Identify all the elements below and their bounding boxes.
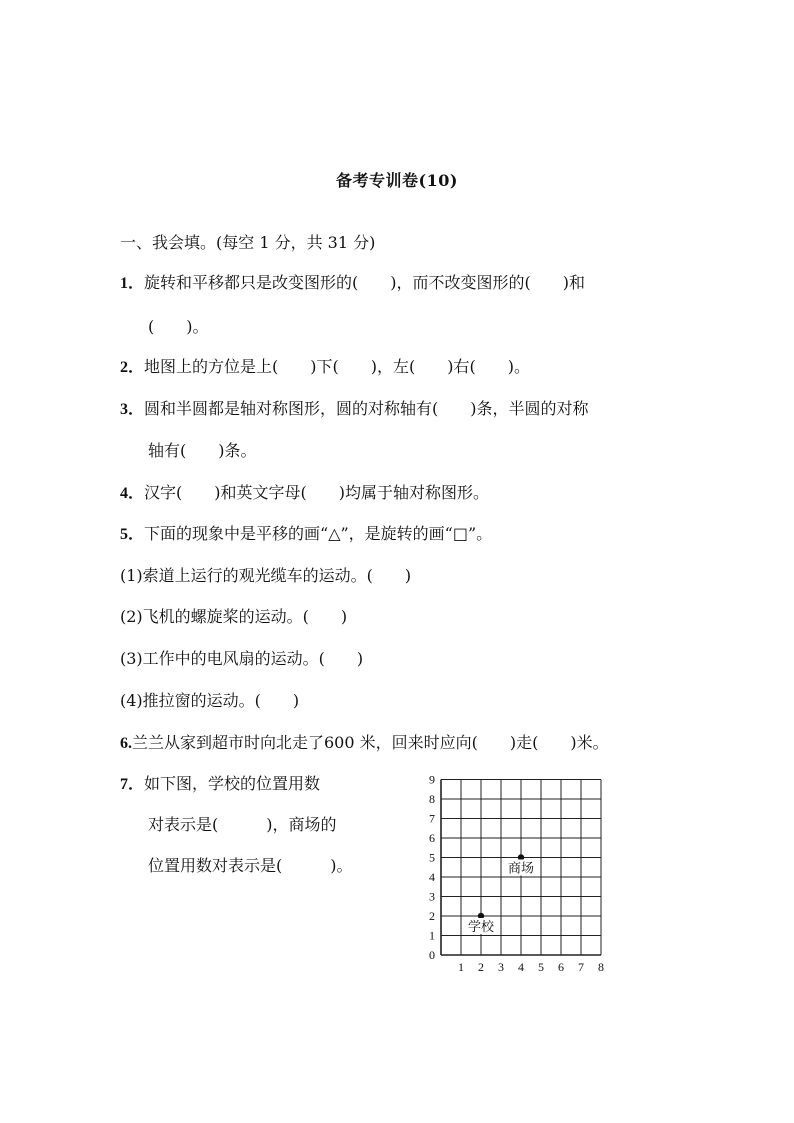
x-tick-label: 7 [578, 960, 584, 974]
question-number: 3． [120, 401, 145, 418]
question-number: 4． [120, 485, 145, 502]
question-7 [120, 773, 320, 796]
y-tick-label: 9 [429, 772, 435, 787]
question-text: 圆和半圆都是轴对称图形，圆的对称轴有( )条，半圆的对称 [144, 399, 589, 418]
y-tick-label: 4 [429, 870, 435, 884]
question-3-cont: 轴有( )条。 [148, 441, 257, 460]
y-tick-label: 1 [429, 928, 435, 943]
question-text: 如下图，学校的位置用数 [144, 774, 321, 793]
coordinate-grid-svg [420, 768, 620, 978]
y-tick-label: 8 [429, 792, 435, 806]
page-title: 备考专训卷(10) [336, 171, 458, 190]
question-5-item: (1)索道上运行的观光缆车的运动。( ) [120, 566, 412, 585]
x-tick-label: 8 [598, 960, 604, 974]
question-1-cont: ( )。 [148, 317, 209, 336]
question-4 [120, 482, 489, 505]
question-text: 兰兰从家到超市时向北走了600 米，回来时应向( )走( )米。 [132, 733, 609, 752]
question-text: 汉字( )和英文字母( )均属于轴对称图形。 [144, 483, 489, 502]
coordinate-grid [420, 768, 620, 978]
question-number: 5． [120, 526, 145, 543]
question-1 [120, 272, 585, 295]
y-tick-label: 3 [429, 889, 435, 904]
question-number: 7． [120, 776, 145, 793]
question-5 [120, 523, 492, 546]
point-label: 商场 [507, 860, 535, 876]
y-tick-label: 7 [429, 811, 435, 826]
question-2 [120, 356, 530, 379]
y-tick-label: 5 [429, 850, 435, 865]
question-7-cont: 对表示是( )，商场的 [148, 815, 337, 834]
y-tick-label: 0 [429, 948, 435, 962]
question-text: 旋转和平移都只是改变图形的( )，而不改变图形的( )和 [144, 273, 585, 292]
x-tick-label: 4 [518, 960, 524, 974]
x-tick-label: 6 [558, 960, 564, 974]
question-number: 2． [120, 359, 145, 376]
question-3 [120, 398, 589, 421]
question-number: 6. [120, 735, 132, 752]
question-text: 地图上的方位是上( )下( )，左( )右( )。 [144, 357, 530, 376]
point-label: 学校 [467, 919, 495, 934]
y-tick-label: 6 [429, 831, 435, 845]
section-heading: 一、我会填。(每空 1 分，共 31 分) [120, 233, 376, 252]
x-tick-label: 2 [478, 960, 484, 974]
question-7-cont: 位置用数对表示是( )。 [148, 856, 353, 875]
x-tick-label: 1 [458, 960, 464, 974]
x-tick-label: 5 [538, 960, 544, 974]
question-text: 下面的现象中是平移的画“△”，是旋转的画“□”。 [144, 524, 493, 543]
x-tick-label: 3 [498, 960, 504, 974]
question-5-item: (3)工作中的电风扇的运动。( ) [120, 649, 364, 668]
question-5-item: (4)推拉窗的运动。( ) [120, 691, 300, 710]
question-6 [120, 732, 609, 755]
question-number: 1． [120, 275, 145, 292]
question-5-item: (2)飞机的螺旋桨的运动。( ) [120, 607, 348, 626]
y-tick-label: 2 [429, 909, 435, 923]
